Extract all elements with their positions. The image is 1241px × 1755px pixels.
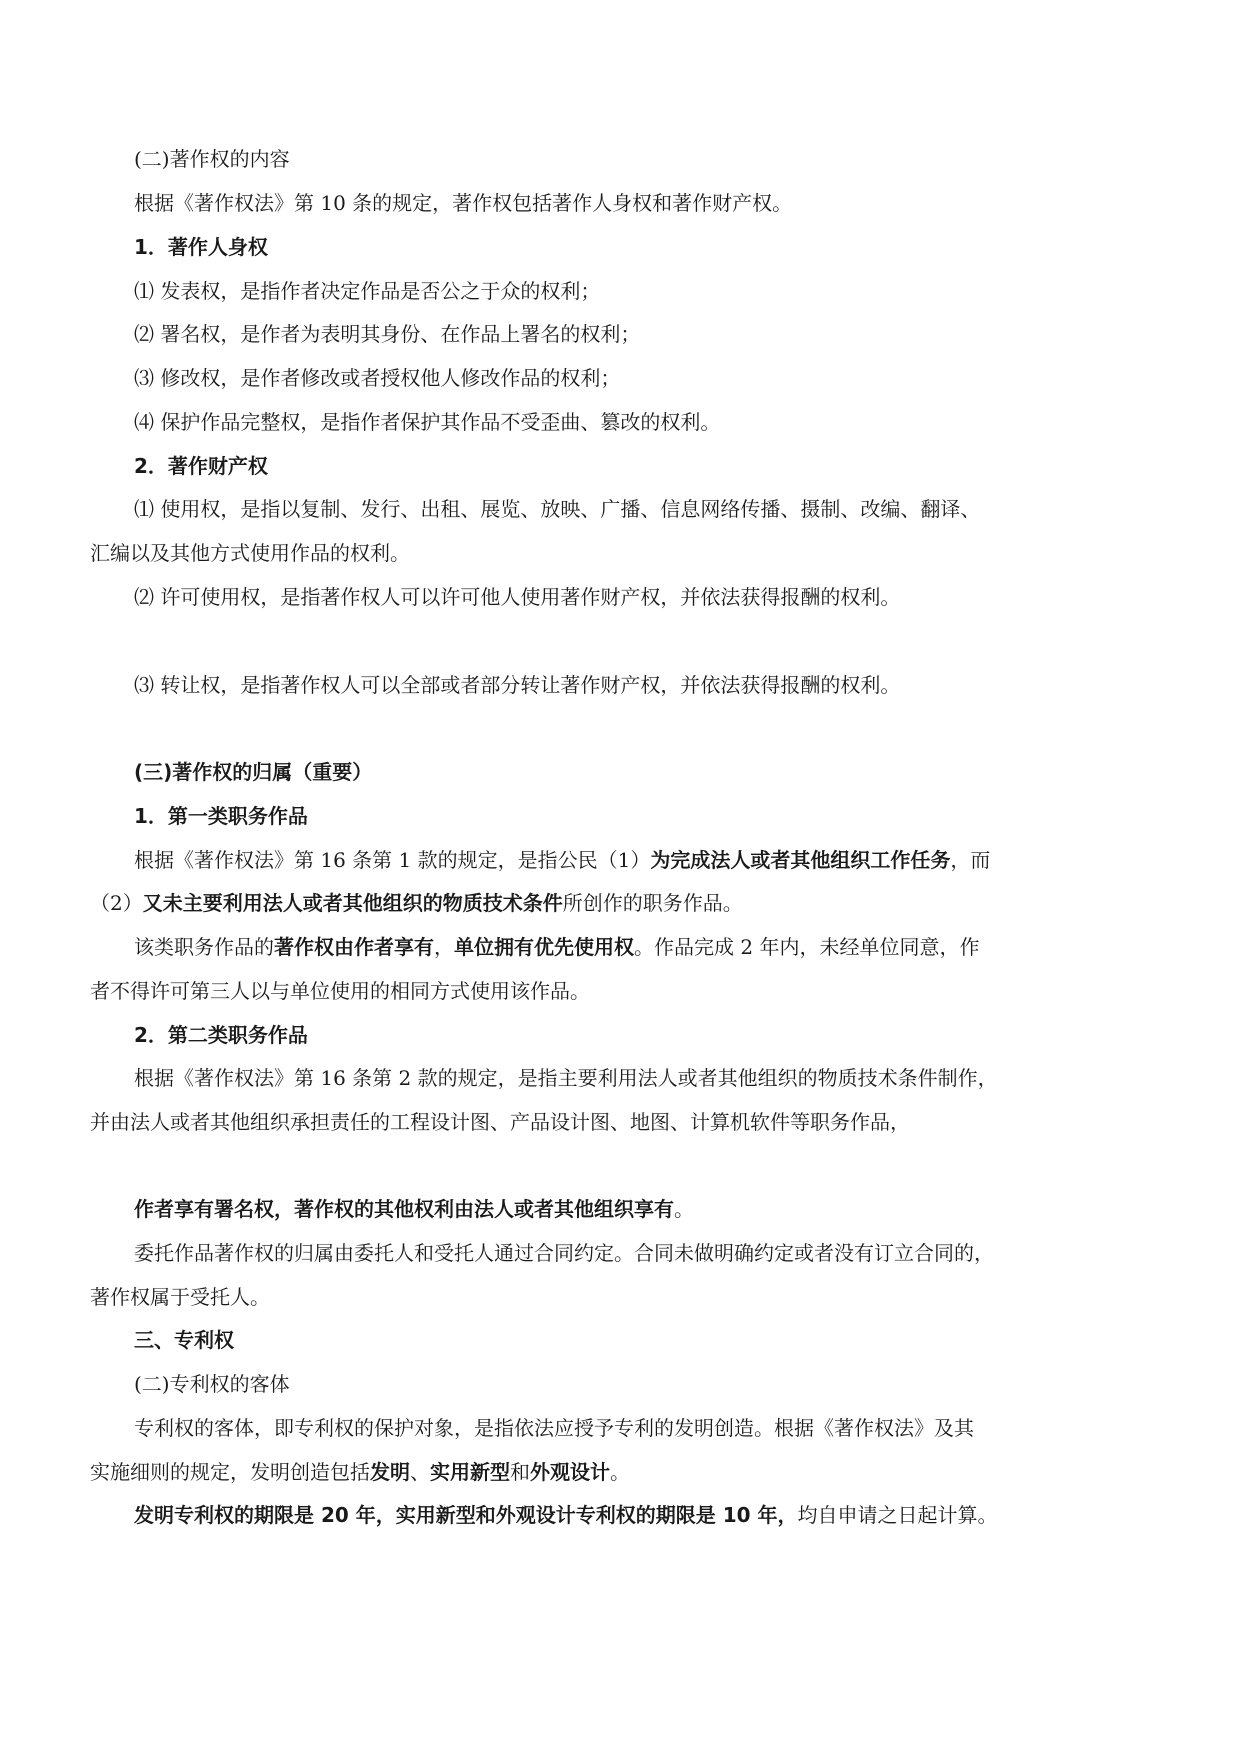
list-item-property-2: ⑵ 许可使用权，是指著作权人可以许可他人使用著作财产权，并依法获得报酬的权利。 [134, 585, 901, 609]
bold-text: 发明专利权的期限是 20 年，实用新型和外观设计专利权的期限是 10 年， [134, 1503, 798, 1527]
paragraph-patent-line2 [90, 1458, 630, 1486]
text: 、 [410, 1460, 430, 1484]
heading-patent-object: (二)专利权的客体 [134, 1372, 290, 1396]
text: ，而 [950, 848, 991, 872]
list-item-personal-1: ⑴ 发表权，是指作者决定作品是否公之于众的权利； [134, 279, 601, 303]
text: 。 [674, 1197, 694, 1221]
text: 所创作的职务作品。 [562, 891, 743, 915]
list-item-personal-4: ⑷ 保护作品完整权，是指作者保护其作品不受歪曲、篡改的权利。 [134, 410, 721, 434]
bold-text: 作者享有署名权，著作权的其他权利由法人或者其他组织享有 [134, 1197, 674, 1221]
paragraph-patent-term [134, 1501, 998, 1529]
paragraph-type1-rights-line2: 者不得许可第三人以与单位使用的相同方式使用该作品。 [90, 979, 590, 1003]
paragraph-commission-line2: 著作权属于受托人。 [90, 1285, 270, 1309]
bold-text: 实用新型 [430, 1460, 510, 1484]
text: ， [434, 935, 454, 959]
text: 根据《著作权法》第 16 条第 1 款的规定，是指公民（1） [134, 848, 651, 872]
heading-ownership: (三)著作权的归属（重要） [134, 760, 373, 784]
text: 实施细则的规定，发明创造包括 [90, 1460, 370, 1484]
paragraph-commission-line1: 委托作品著作权的归属由委托人和受托人通过合同约定。合同未做明确约定或者没有订立合同的， [134, 1241, 994, 1265]
heading-type2-work: 2．第二类职务作品 [134, 1023, 308, 1047]
list-item-property-3: ⑶ 转让权，是指著作权人可以全部或者部分转让著作财产权，并依法获得报酬的权利。 [134, 673, 901, 697]
list-item-property-1-line1: ⑴ 使用权，是指以复制、发行、出租、展览、放映、广播、信息网络传播、摄制、改编、翻译、 [134, 497, 981, 521]
text: （2） [90, 891, 143, 915]
heading-patent-right: 三、专利权 [134, 1328, 234, 1352]
paragraph-type1-rights-line1 [134, 933, 979, 961]
bold-text: 为完成法人或者其他组织工作任务 [650, 848, 951, 872]
heading-property-rights: 2．著作财产权 [134, 454, 268, 478]
paragraph-type2-line2: 并由法人或者其他组织承担责任的工程设计图、产品设计图、地图、计算机软件等职务作品， [90, 1110, 910, 1134]
list-item-property-1-line2: 汇编以及其他方式使用作品的权利。 [90, 541, 410, 565]
bold-text: 又未主要利用法人或者其他组织的物质技术条件 [142, 891, 563, 915]
text: 该类职务作品的 [134, 935, 274, 959]
list-item-personal-3: ⑶ 修改权，是作者修改或者授权他人修改作品的权利； [134, 366, 621, 390]
paragraph-type2-line1: 根据《著作权法》第 16 条第 2 款的规定，是指主要利用法人或者其他组织的物质技术条件制作， [134, 1066, 998, 1090]
bold-text: 发明 [370, 1460, 410, 1484]
text: 均自申请之日起计算。 [797, 1503, 998, 1527]
bold-text: 著作权由作者享有 [274, 935, 434, 959]
paragraph-type1-line2 [90, 889, 743, 917]
list-item-personal-2: ⑵ 署名权，是作者为表明其身份、在作品上署名的权利； [134, 322, 641, 346]
text: 。 [610, 1460, 630, 1484]
paragraph-type1-line1 [134, 846, 990, 874]
paragraph-type2-rights [134, 1195, 694, 1223]
text: 和 [510, 1460, 530, 1484]
bold-text: 外观设计 [530, 1460, 610, 1484]
text: 。作品完成 2 年内，未经单位同意，作 [634, 935, 980, 959]
heading-copyright-content: (二)著作权的内容 [134, 147, 290, 171]
paragraph-content-intro: 根据《著作权法》第 10 条的规定，著作权包括著作人身权和著作财产权。 [134, 191, 793, 215]
paragraph-patent-line1: 专利权的客体，即专利权的保护对象，是指依法应授予专利的发明创造。根据《著作权法》及其 [134, 1416, 974, 1440]
heading-personal-rights: 1．著作人身权 [134, 235, 268, 259]
heading-type1-work: 1．第一类职务作品 [134, 804, 308, 828]
bold-text: 单位拥有优先使用权 [454, 935, 634, 959]
